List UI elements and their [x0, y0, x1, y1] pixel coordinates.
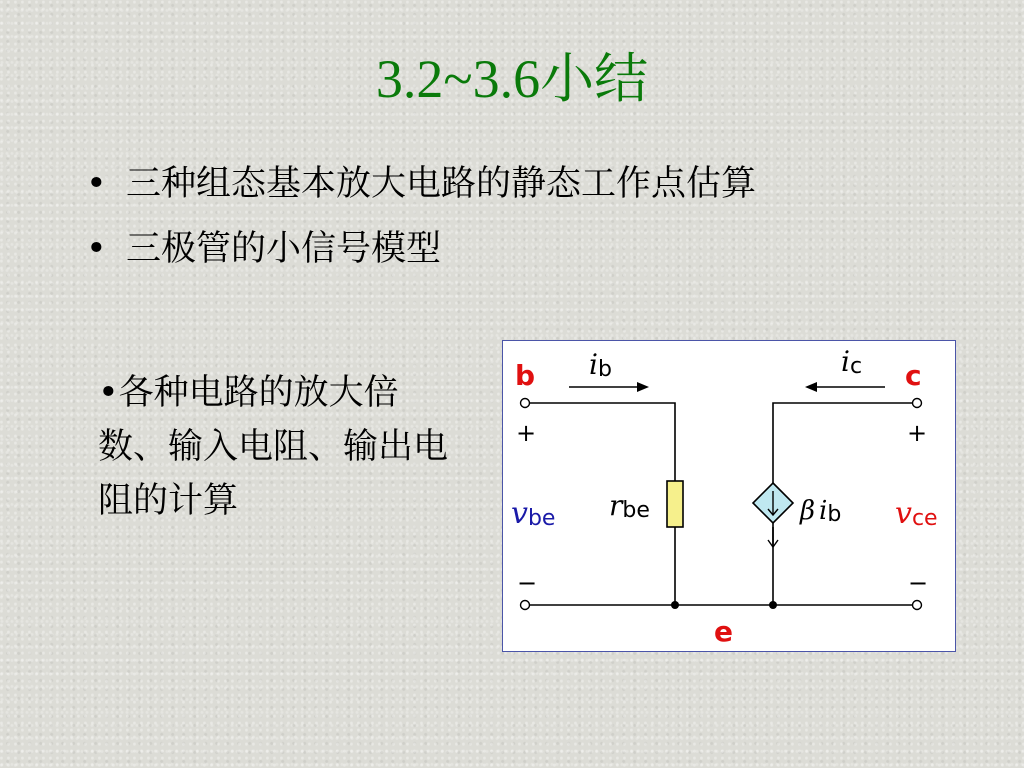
source-sub: b: [827, 502, 842, 527]
bullet-marker: •: [86, 229, 107, 269]
rbe-resistor: [667, 481, 683, 527]
node-b-label: b: [515, 359, 536, 392]
base-wire: [529, 403, 675, 481]
slide-title: 3.2~3.6小结: [375, 49, 649, 109]
junction-dot: [671, 601, 679, 609]
vbe-label: [511, 496, 555, 531]
terminal-c: [913, 399, 922, 408]
bullet-text: 三种组态基本放大电路的静态工作点估算: [126, 164, 757, 204]
rbe-sub: be: [622, 498, 650, 523]
bullet-text: 三极管的小信号模型: [126, 229, 442, 269]
ib-arrow-head: [637, 382, 649, 392]
circuit-wires: [529, 387, 914, 605]
side-text: •各种电路的放大倍数、输入电阻、输出电阻的计算: [98, 373, 449, 521]
circuit-diagram: [502, 340, 956, 652]
rbe-label: [609, 489, 650, 523]
ib-var: i: [589, 348, 598, 381]
ic-label: [841, 345, 862, 379]
ic-arrow-head: [805, 382, 817, 392]
minus-left: −: [517, 569, 538, 597]
bullet-marker: •: [86, 164, 107, 204]
node-e-label: e: [714, 615, 733, 648]
rbe-var: r: [609, 489, 623, 522]
bullet-item: [86, 162, 916, 207]
vce-var: v: [895, 496, 912, 531]
terminal-b: [521, 399, 530, 408]
vbe-var: v: [511, 496, 528, 531]
source-beta: β: [800, 496, 816, 526]
source-i: i: [819, 496, 828, 526]
ib-label: [589, 348, 612, 382]
bullet-item: [86, 227, 916, 272]
collector-wire: [773, 403, 914, 483]
vce-sub: ce: [911, 506, 938, 531]
terminal-e-left: [521, 601, 530, 610]
plus-right: +: [907, 419, 928, 447]
circuit-svg: [503, 341, 957, 653]
junction-dot: [769, 601, 777, 609]
ic-var: i: [841, 345, 850, 378]
ic-sub: c: [849, 354, 863, 379]
vbe-sub: be: [527, 506, 556, 531]
bullet-list: [86, 162, 916, 292]
node-c-label: c: [905, 359, 922, 392]
minus-right: −: [908, 569, 929, 597]
plus-left: +: [516, 419, 537, 447]
terminal-e-right: [913, 601, 922, 610]
ib-sub: b: [597, 357, 612, 382]
vce-label: [895, 496, 938, 531]
source-label: [799, 496, 841, 527]
